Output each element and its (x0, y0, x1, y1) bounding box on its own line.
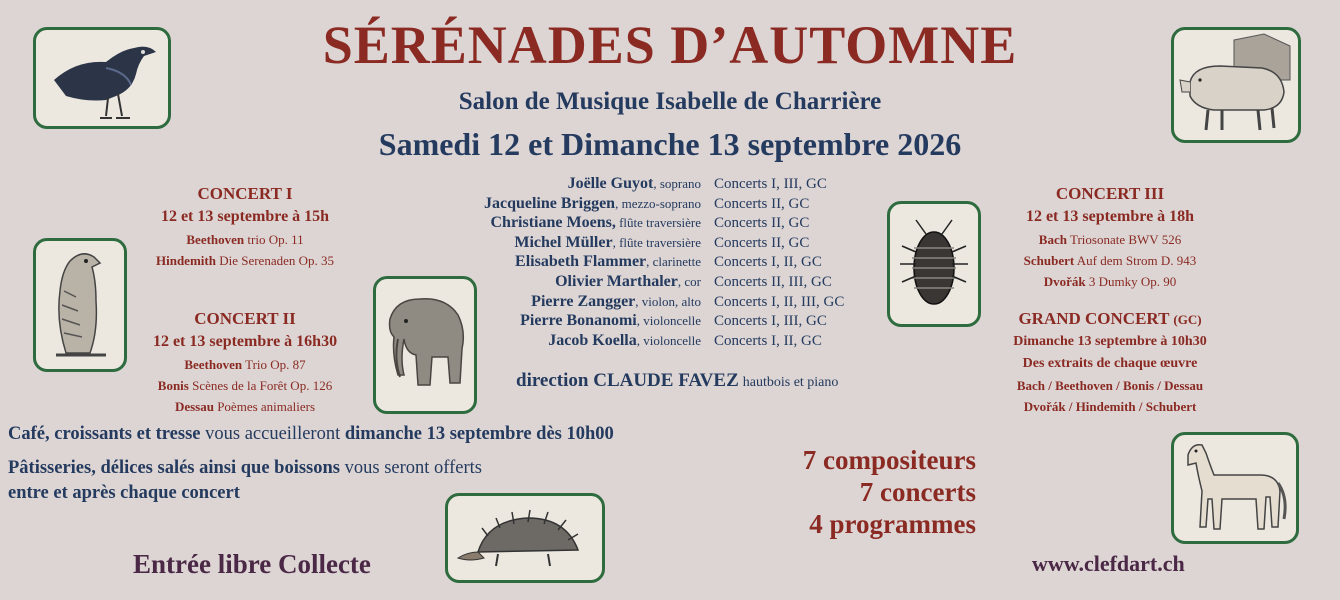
grand-concert-date: Dimanche 13 septembre à 10h30 (1013, 334, 1207, 349)
grand-concert-block (965, 308, 1255, 417)
concert-1-piece: Beethoven trio Op. 11 (186, 232, 304, 247)
concert-2-heading: CONCERT II (194, 309, 296, 328)
event-dates: Samedi 12 et Dimanche 13 septembre 2026 (378, 126, 962, 162)
grand-concert-heading: GRAND CONCERT (GC) (1018, 309, 1202, 328)
concert-1-date: 12 et 13 septembre à 15h (160, 208, 330, 225)
stat-concerts: 7 concerts (859, 477, 976, 507)
horse-image (1171, 432, 1299, 544)
concert-3-piece: Bach Triosonate BWV 526 (1038, 232, 1182, 247)
direction-line: direction CLAUDE FAVEZ hautbois et piano (516, 370, 839, 391)
free-entry: Entrée libre Collecte (133, 549, 371, 579)
musician-row: Jacob Koella, violoncelle Concerts I, II, GC (548, 331, 822, 349)
refreshments-info-2: entre et après chaque concert (8, 483, 240, 503)
refreshments-info: Pâtisseries, délices salés ainsi que boissons vous seront offerts (8, 458, 482, 478)
musician-row: Joëlle Guyot, soprano Concerts I, III, GC (567, 175, 827, 192)
concert-1-piece: Hindemith Die Serenaden Op. 35 (155, 253, 335, 268)
concert-2-date: 12 et 13 septembre à 16h30 (152, 333, 338, 350)
hedgehog-icon (448, 496, 602, 580)
concert-2-piece: Bonis Scènes de la Forêt Op. 126 (157, 378, 333, 393)
elephant-icon (376, 279, 474, 411)
horse-icon (1174, 435, 1296, 541)
stats-block (700, 444, 976, 540)
pig-image (1171, 27, 1301, 143)
eagle-icon (36, 241, 124, 369)
musician-row: Olivier Marthaler, cor Concerts II, III, GC (555, 272, 832, 290)
concert-2-piece: Beethoven Trio Op. 87 (184, 357, 306, 372)
musician-row: Michel Müller, flûte traversière Concerts II, GC (514, 233, 810, 251)
page-title: SÉRÉNADES D’AUTOMNE (322, 15, 1018, 75)
pig-icon (1174, 30, 1298, 140)
welcome-info: Café, croissants et tresse vous accueilleront dimanche 13 septembre dès 10h00 (8, 424, 614, 444)
musician-row: Elisabeth Flammer, clarinette Concerts I, II, GC (515, 253, 822, 271)
stat-composers: 7 compositeurs (802, 445, 976, 475)
concert-3-date: 12 et 13 septembre à 18h (1025, 208, 1195, 225)
raven-image (33, 27, 171, 129)
musicians-list (450, 174, 884, 350)
elephant-image (373, 276, 477, 414)
website-link[interactable]: www.clefdart.ch (1032, 551, 1185, 576)
venue-subtitle: Salon de Musique Isabelle de Charrière (458, 88, 882, 115)
concert-3-heading: CONCERT III (1055, 184, 1165, 203)
stat-programmes: 4 programmes (809, 509, 976, 539)
musician-row: Pierre Zangger, violon, alto Concerts I, II, III, GC (531, 292, 845, 310)
grand-concert-composers: Bach / Beethoven / Bonis / Dessau (1016, 378, 1204, 393)
hedgehog-image (445, 493, 605, 583)
grand-concert-composers: Dvořák / Hindemith / Schubert (1023, 399, 1197, 414)
eagle-image (33, 238, 127, 372)
raven-icon (36, 30, 168, 126)
concert-1-heading: CONCERT I (197, 184, 293, 203)
concert-3-block (985, 183, 1235, 292)
concert-2-piece: Dessau Poèmes animaliers (174, 399, 316, 414)
concert-2-block (120, 308, 370, 417)
musician-row: Jacqueline Briggen, mezzo-soprano Concerts II, GC (483, 194, 810, 212)
musician-row: Christiane Moens, flûte traversière Concerts II, GC (490, 214, 810, 232)
concert-3-piece: Schubert Auf dem Strom D. 943 (1023, 253, 1197, 268)
musician-row: Pierre Bonanomi, violoncelle Concerts I, III, GC (520, 312, 827, 330)
concert-1-block (120, 183, 370, 271)
woodlouse-icon (890, 204, 978, 324)
concert-3-piece: Dvořák 3 Dumky Op. 90 (1043, 274, 1177, 289)
grand-concert-extracts: Des extraits de chaque œuvre (1022, 356, 1198, 371)
woodlouse-image (887, 201, 981, 327)
